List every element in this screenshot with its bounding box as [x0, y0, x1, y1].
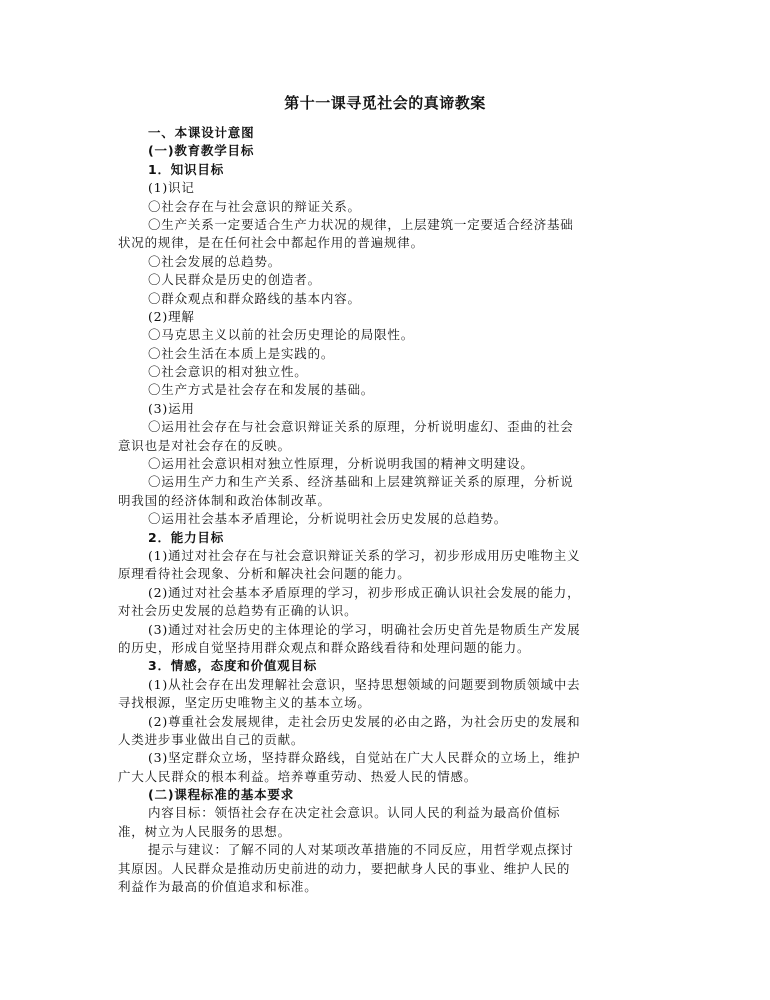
body-text-line: 〇生产关系一定要适合生产力状况的规律，上层建筑一定要适合经济基础: [148, 216, 574, 232]
body-text-line: 意识也是对社会存在的反映。: [118, 437, 291, 453]
body-text-line: (3)坚定群众立场，坚持群众路线，自觉站在广大人民群众的立场上，维护: [148, 750, 581, 766]
body-text-line: 〇群众观点和群众路线的基本内容。: [148, 290, 361, 306]
body-text-line: 明我国的经济体制和政治体制改革。: [118, 492, 331, 508]
section-heading: 1．知识目标: [148, 161, 224, 177]
body-text-line: (2)通过对社会基本矛盾原理的学习，初步形成正确认识社会发展的能力，: [148, 584, 581, 600]
body-text-line: 〇生产方式是社会存在和发展的基础。: [148, 382, 375, 398]
body-text-line: 寻找根源，坚定历史唯物主义的基本立场。: [118, 695, 371, 711]
section-heading: 3．情感，态度和价值观目标: [148, 658, 318, 674]
section-heading: 一、本课设计意图: [148, 125, 255, 140]
body-text-line: 内容目标：领悟社会存在决定社会意识。认同人民的利益为最高价值标: [148, 805, 561, 821]
body-text-line: 原理看待社会现象、分析和解决社会问题的能力。: [118, 566, 411, 582]
body-text-line: 〇人民群众是历史的创造者。: [148, 272, 321, 288]
body-text-line: 准，树立为人民服务的思想。: [118, 823, 291, 839]
body-text-line: 〇马克思主义以前的社会历史理论的局限性。: [148, 327, 415, 343]
body-text-line: (2)尊重社会发展规律，走社会历史发展的必由之路，为社会历史的发展和: [148, 713, 581, 729]
body-text-line: 〇社会生活在本质上是实践的。: [148, 345, 335, 361]
body-text-line: 〇社会发展的总趋势。: [148, 253, 282, 269]
body-text-line: 对社会历史发展的总趋势有正确的认识。: [118, 603, 358, 619]
body-text-line: (1)通过对社会存在与社会意识辩证关系的学习，初步形成用历史唯物主义: [148, 547, 581, 563]
body-text-line: (1)从社会存在出发理解社会意识，坚持思想领域的问题要到物质领域中去: [148, 676, 581, 692]
body-text-line: 〇社会意识的相对独立性。: [148, 364, 308, 380]
body-text-line: 其原因。人民群众是推动历史前进的动力，要把献身人民的事业、维护人民的: [118, 860, 571, 876]
body-text-line: (3)通过对社会历史的主体理论的学习，明确社会历史首先是物质生产发展: [148, 621, 581, 637]
body-text-line: (2)理解: [148, 308, 195, 324]
document-title: 第十一课寻觅社会的真谛教案: [284, 94, 486, 112]
section-heading: 2．能力目标: [148, 529, 224, 545]
body-text-line: 提示与建议：了解不同的人对某项改革措施的不同反应，用哲学观点探讨: [148, 842, 574, 858]
body-text-line: 人类进步事业做出自己的贡献。: [118, 731, 305, 747]
body-text-line: 利益作为最高的价值追求和标准。: [118, 879, 318, 895]
body-text-line: 状况的规律，是在任何社会中都起作用的普遍规律。: [118, 235, 424, 251]
body-text-line: 广大人民群众的根本利益。培养尊重劳动、热爱人民的情感。: [118, 768, 478, 784]
section-heading: (二)课程标准的基本要求: [148, 787, 295, 803]
body-text-line: 〇社会存在与社会意识的辩证关系。: [148, 198, 361, 214]
section-heading: (一)教育教学目标: [148, 143, 255, 159]
body-text-line: (1)识记: [148, 180, 195, 196]
body-text-line: (3)运用: [148, 400, 195, 416]
body-text-line: 〇运用社会存在与社会意识辩证关系的原理，分析说明虚幻、歪曲的社会: [148, 419, 574, 435]
body-text-line: 〇运用社会意识相对独立性原理，分析说明我国的精神文明建设。: [148, 456, 534, 472]
body-text-line: 〇运用生产力和生产关系、经济基础和上层建筑辩证关系的原理，分析说: [148, 474, 574, 490]
document-body: [118, 124, 648, 896]
body-text-line: 〇运用社会基本矛盾理论，分析说明社会历史发展的总趋势。: [148, 511, 508, 527]
body-text-line: 的历史，形成自觉坚持用群众观点和群众路线看待和处理问题的能力。: [118, 639, 531, 655]
